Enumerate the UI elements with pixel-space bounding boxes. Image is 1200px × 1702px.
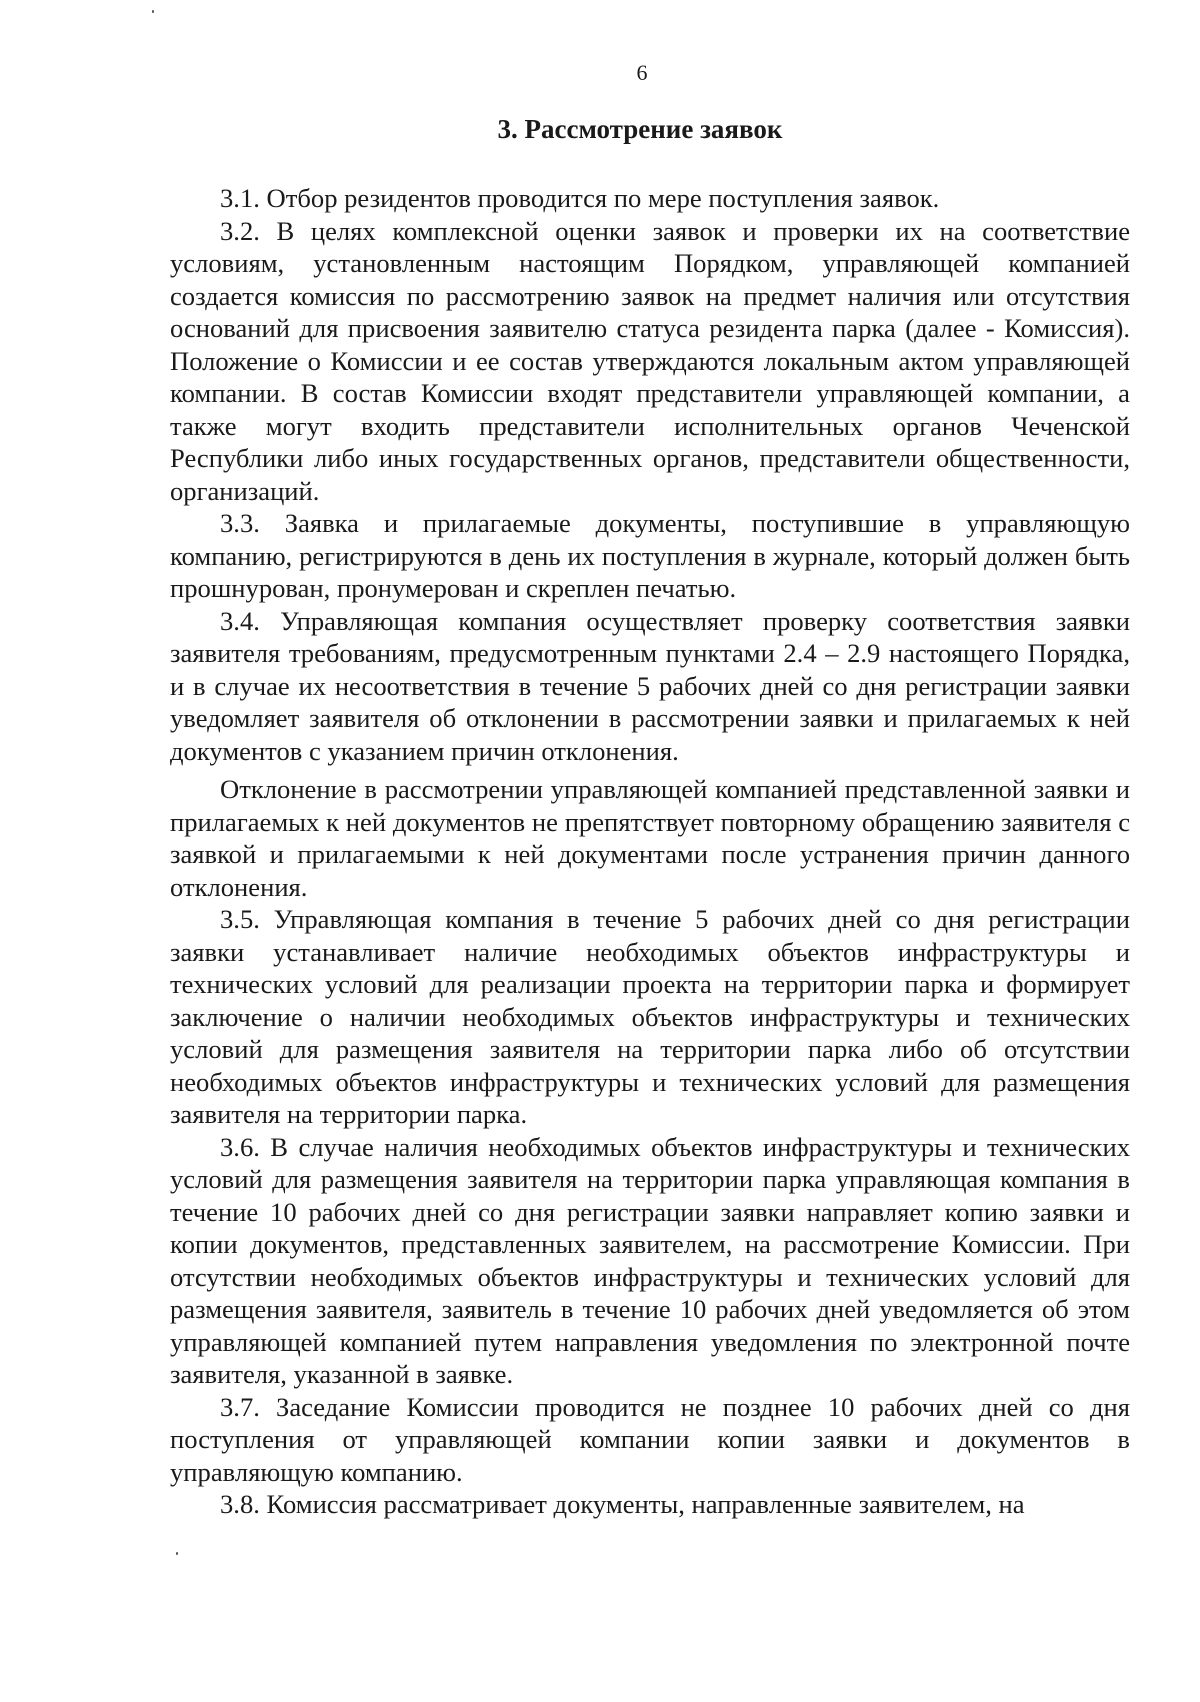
body-text — [170, 182, 1130, 1521]
paragraph-3-2: 3.2. В целях комплексной оценки заявок и проверки их на соответствие условиям, установленным настоящим Порядком, управляющей компанией создается комиссия по рассмотрению заявок на предмет наличия или отсутствия оснований для присвоения заявителю статуса резидента парка (далее - Комиссия). Положение о Комиссии и ее состав утверждаются локальным актом управляющей компании. В состав Комиссии входят представители управляющей компании, а также могут входить представители исполнительных органов Чеченской Республики либо иных государственных органов, представители общественности, организаций. — [170, 215, 1130, 506]
paragraph-rejection-note: Отклонение в рассмотрении управляющей компанией представленной заявки и прилагаемых к ней документов не препятствует повторному обращению заявителя с заявкой и прилагаемыми к ней документами после устранения причин данного отклонения. — [170, 774, 1130, 902]
paragraph-3-3: 3.3. Заявка и прилагаемые документы, поступившие в управляющую компанию, регистрируются в день их поступления в журнале, который должен быть прошнурован, пронумерован и скреплен печатью. — [170, 508, 1130, 603]
paragraph-3-6: 3.6. В случае наличия необходимых объектов инфраструктуры и технических условий для размещения заявителя на территории парка управляющая компания в течение 10 рабочих дней со дня регистрации заявки направляет копию заявки и копии документов, представленных заявителем, на рассмотрение Комиссии. При отсутствии необходимых объектов инфраструктуры и технических условий для размещения заявителя, заявитель в течение 10 рабочих дней уведомляется об этом управляющей компанией путем направления уведомления по электронной почте заявителя, указанной в заявке. — [170, 1131, 1130, 1389]
paragraph-3-5: 3.5. Управляющая компания в течение 5 рабочих дней со дня регистрации заявки устанавливает наличие необходимых объектов инфраструктуры и технических условий для реализации проекта на территории парка и формирует заключение о наличии необходимых объектов инфраструктуры и технических условий для размещения заявителя на территории парка либо об отсутствии необходимых объектов инфраструктуры и технических условий для размещения заявителя на территории парка. — [170, 904, 1130, 1129]
scan-speck — [176, 1552, 178, 1555]
page-number: 6 — [636, 60, 648, 85]
paragraph-3-8: 3.8. Комиссия рассматривает документы, направленные заявителем, на — [220, 1489, 1025, 1519]
scan-speck — [152, 10, 154, 13]
section-title: 3. Рассмотрение заявок — [497, 114, 783, 144]
paragraph-3-1: 3.1. Отбор резидентов проводится по мере поступления заявок. — [220, 183, 940, 213]
paragraph-3-7: 3.7. Заседание Комиссии проводится не позднее 10 рабочих дней со дня поступления от управляющей компании копии заявки и документов в управляющую компанию. — [170, 1391, 1130, 1487]
paragraph-3-4: 3.4. Управляющая компания осуществляет проверку соответствия заявки заявителя требованиям, предусмотренным пунктами 2.4 – 2.9 настоящего Порядка, и в случае их несоответствия в течение 5 рабочих дней со дня регистрации заявки уведомляет заявителя об отклонении в рассмотрении заявки и прилагаемых к ней документов с указанием причин отклонения. — [170, 605, 1130, 766]
